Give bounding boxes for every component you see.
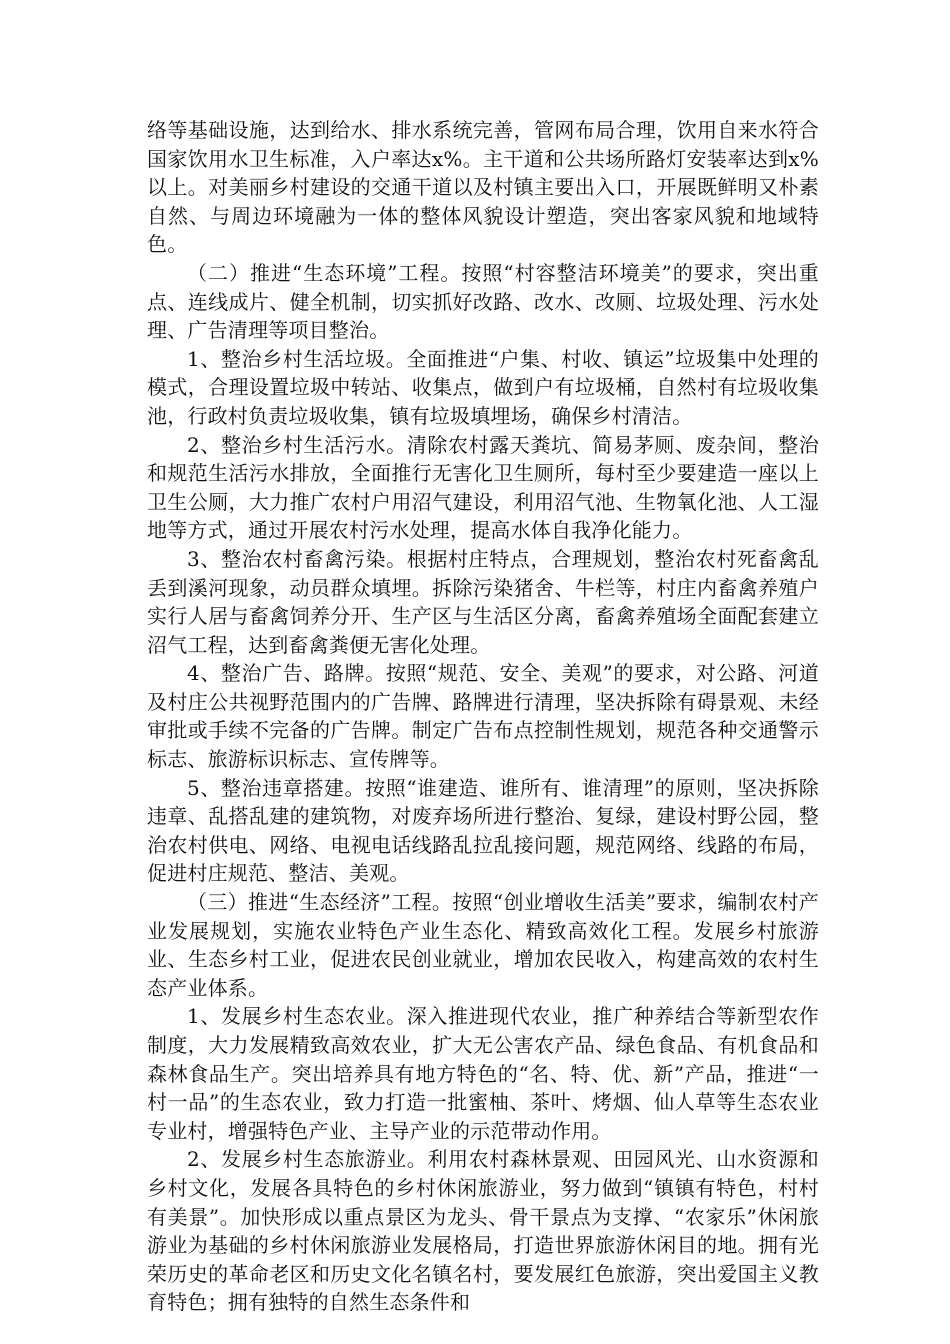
paragraph-illegal-construction: 5、整治违章搭建。按照“谁建造、谁所有、谁清理”的原则，坚决拆除违章、乱搭乱建的建筑物，对废弃场所进行整治、复绿，建设村野公园，整治农村供电、网络、电视电话线路乱拉乱接问题，规范网络、线路的布局，促进村庄规范、整洁、美观。: [147, 775, 819, 886]
paragraph-ecological-environment: （二）推进“生态环境”工程。按照“村容整洁环境美”的要求，突出重点、连线成片、健全机制，切实抓好改路、改水、改厕、垃圾处理、污水处理、广告清理等项目整治。: [147, 260, 819, 343]
document-body: [147, 116, 819, 1317]
paragraph-ecological-agriculture: 1、发展乡村生态农业。深入推进现代农业，推广种养结合等新型农作制度，大力发展精致高效农业，扩大无公害农产品、绿色食品、有机食品和森林食品生产。突出培养具有地方特色的“名、特、优、新”产品，推进“一村一品”的生态农业，致力打造一批蜜柚、茶叶、烤烟、仙人草等生态农业专业村，增强特色产业、主导产业的示范带动作用。: [147, 1004, 819, 1143]
paragraph-garbage: 1、整治乡村生活垃圾。全面推进“户集、村收、镇运”垃圾集中处理的模式，合理设置垃圾中转站、收集点，做到户有垃圾桶，自然村有垃圾收集池，行政村负责垃圾收集，镇有垃圾填埋场，确保乡村清洁。: [147, 346, 819, 428]
paragraph-ecological-tourism: 2、发展乡村生态旅游业。利用农村森林景观、田园风光、山水资源和乡村文化，发展各具特色的乡村休闲旅游业，努力做到“镇镇有特色，村村有美景”。加快形成以重点景区为龙头、骨干景点为支撑、“农家乐”休闲旅游业为基础的乡村休闲旅游业发展格局，打造世界旅游休闲目的地。拥有光荣历史的革命老区和历史文化名镇名村，要发展红色旅游，突出爱国主义教育特色；拥有独特的自然生态条件和: [147, 1147, 819, 1315]
paragraph-infrastructure: 络等基础设施，达到给水、排水系统完善，管网布局合理，饮用自来水符合国家饮用水卫生标准，入户率达x%。主干道和公共场所路灯安装率达到x%以上。对美丽乡村建设的交通干道以及村镇主要出入口，开展既鲜明又朴素自然、与周边环境融为一体的整体风貌设计塑造，突出客家风貌和地域特色。: [147, 118, 819, 257]
paragraph-billboards: 4、整治广告、路牌。按照“规范、安全、美观”的要求，对公路、河道及村庄公共视野范围内的广告牌、路牌进行清理，坚决拆除有碍景观、未经审批或手续不完备的广告牌。制定广告布点控制性规划，规范各种交通警示标志、旅游标识标志、宣传牌等。: [147, 661, 819, 772]
paragraph-sewage: 2、整治乡村生活污水。清除农村露天粪坑、简易茅厕、废杂间，整治和规范生活污水排放，全面推行无害化卫生厕所，每村至少要建造一座以上卫生公厕，大力推广农村户用沼气建设，利用沼气池、生物氧化池、人工湿地等方式，通过开展农村污水处理，提高水体自我净化能力。: [147, 432, 819, 543]
paragraph-ecological-economy: （三）推进“生态经济”工程。按照“创业增收生活美”要求，编制农村产业发展规划，实施农业特色产业生态化、精致高效化工程。发展乡村旅游业、生态乡村工业，促进农民创业就业，增加农民收入，构建高效的农村生态产业体系。: [147, 890, 819, 1000]
paragraph-livestock: 3、整治农村畜禽污染。根据村庄特点，合理规划，整治农村死畜禽乱丢到溪河现象，动员群众填埋。拆除污染猪舍、牛栏等，村庄内畜禽养殖户实行人居与畜禽饲养分开、生产区与生活区分离，畜禽养殖场全面配套建立沼气工程，达到畜禽粪便无害化处理。: [147, 546, 819, 657]
